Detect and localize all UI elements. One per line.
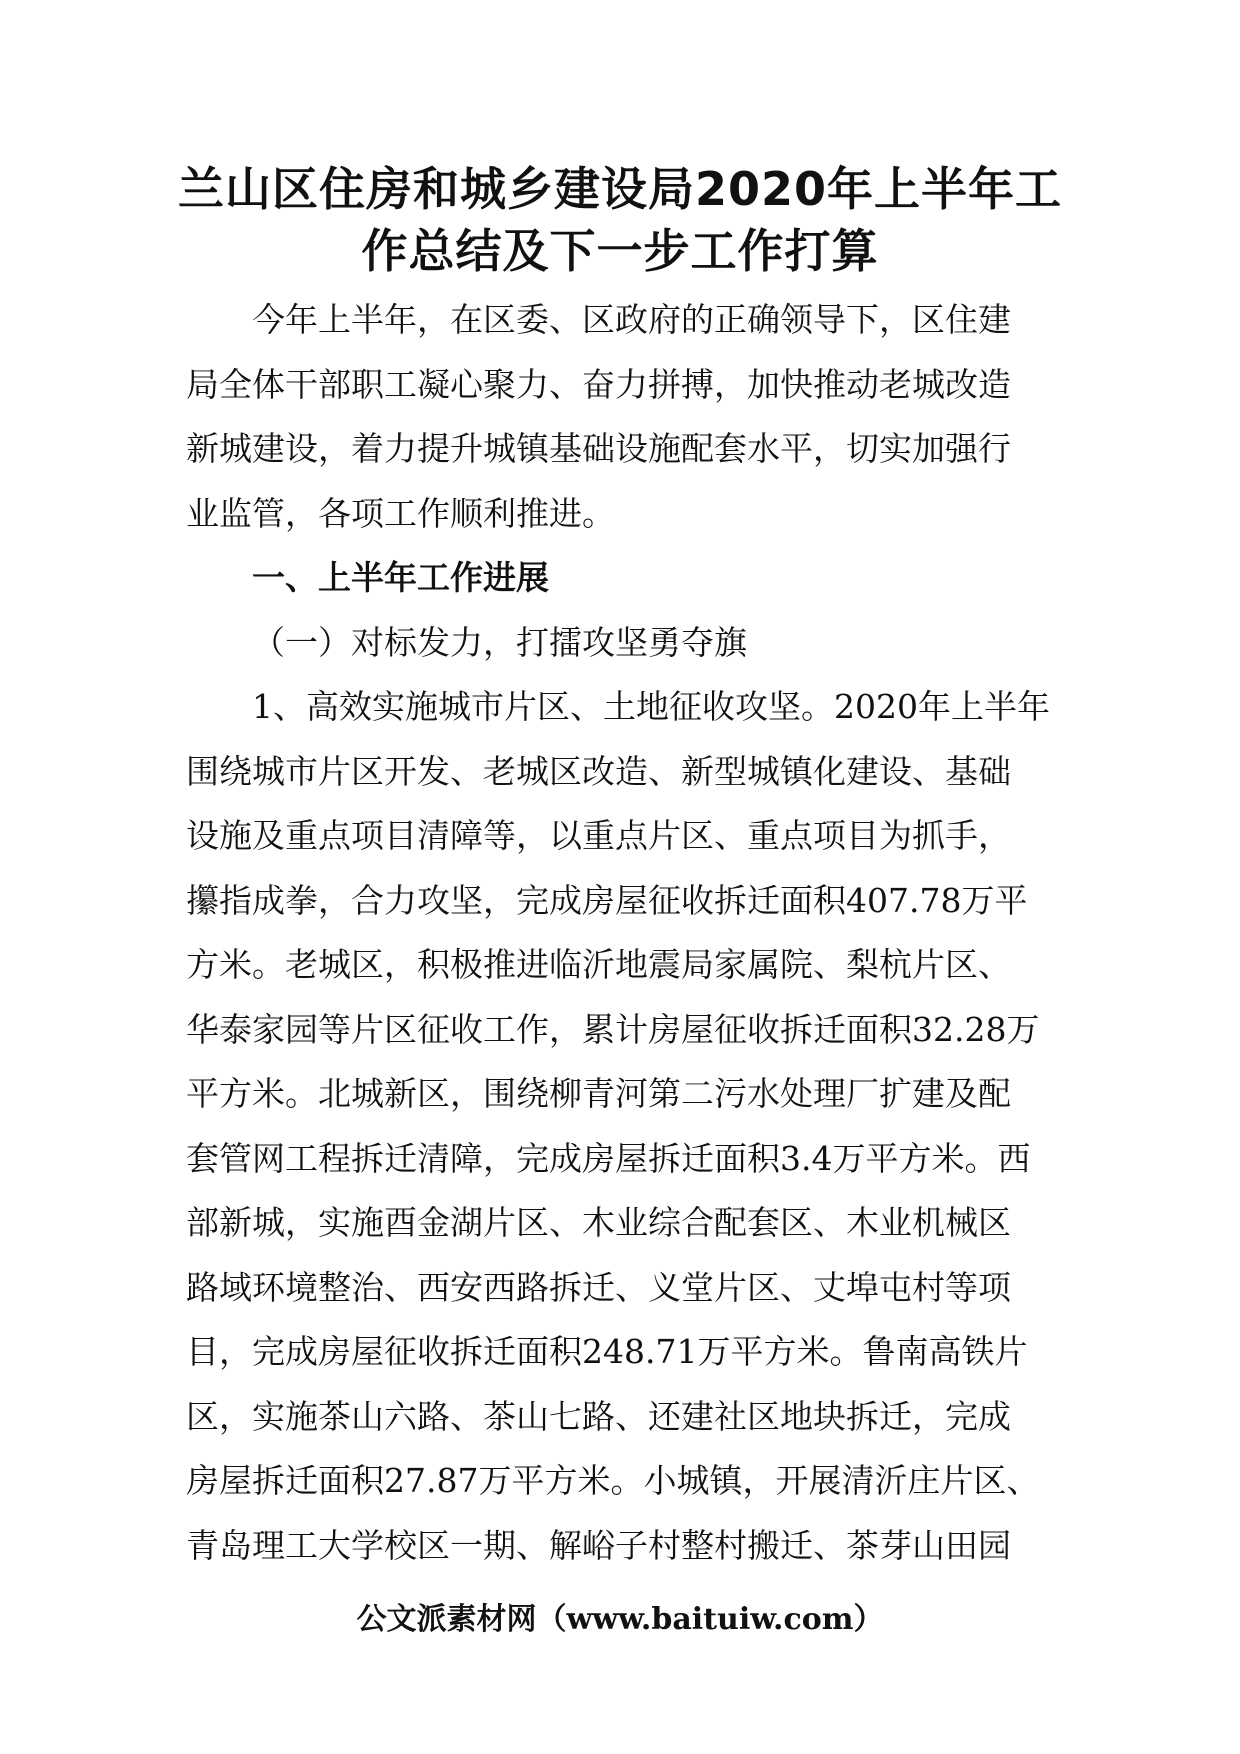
paragraph-line: 部新城，实施酉金湖片区、木业综合配套区、木业机械区	[186, 1203, 1011, 1242]
paragraph-line: 区，实施茶山六路、茶山七路、还建社区地块拆迁，完成	[186, 1396, 1011, 1436]
section-heading: 一、上半年工作进展	[252, 558, 549, 597]
paragraph-line: 1、高效实施城市片区、土地征收攻坚。2020年上半年	[252, 687, 1050, 726]
paragraph-line: 平方米。北城新区，围绕柳青河第二污水处理厂扩建及配	[186, 1074, 1011, 1113]
paragraph-intro-line-3: 新城建设，着力提升城镇基础设施配套水平，切实加强行	[186, 429, 1011, 468]
paragraph-line: 套管网工程拆迁清障，完成房屋拆迁面积3.4万平方米。西	[186, 1138, 1031, 1178]
paragraph-line: 华泰家园等片区征收工作，累计房屋征收拆迁面积32.28万	[186, 1009, 1040, 1049]
paragraph-intro-line-2: 局全体干部职工凝心聚力、奋力拼搏，加快推动老城改造	[186, 364, 1011, 404]
document-body	[186, 288, 1054, 1578]
paragraph-line: 路域环境整治、西安西路拆迁、义堂片区、丈埠屯村等项	[186, 1267, 1011, 1307]
paragraph-line: 设施及重点项目清障等，以重点片区、重点项目为抓手，	[186, 816, 1011, 855]
paragraph-intro-line-1: 今年上半年，在区委、区政府的正确领导下，区住建	[252, 300, 1011, 339]
paragraph-intro-line-4: 业监管，各项工作顺利推进。	[186, 493, 615, 533]
footer-watermark: 公文派素材网（www.baituiw.com）	[356, 1602, 884, 1637]
paragraph-line: 目，完成房屋征收拆迁面积248.71万平方米。鲁南高铁片	[186, 1332, 1028, 1371]
subsection-heading: （一）对标发力，打擂攻坚勇夺旗	[252, 622, 747, 662]
paragraph-line: 房屋拆迁面积27.87万平方米。小城镇，开展清沂庄片区、	[186, 1461, 1040, 1500]
paragraph-line: 方米。老城区，积极推进临沂地震局家属院、梨杭片区、	[186, 945, 1011, 984]
paragraph-line: 攥指成拳，合力攻坚，完成房屋征收拆迁面积407.78万平	[186, 880, 1028, 920]
paragraph-line: 青岛理工大学校区一期、解峪子村整村搬迁、茶芽山田园	[186, 1525, 1011, 1565]
title-line-2: 作总结及下一步工作打算	[361, 224, 879, 278]
title-line-1: 兰山区住房和城乡建设局2020年上半年工	[177, 162, 1063, 216]
document-title	[150, 158, 1090, 282]
paragraph-line: 围绕城市片区开发、老城区改造、新型城镇化建设、基础	[186, 751, 1011, 791]
